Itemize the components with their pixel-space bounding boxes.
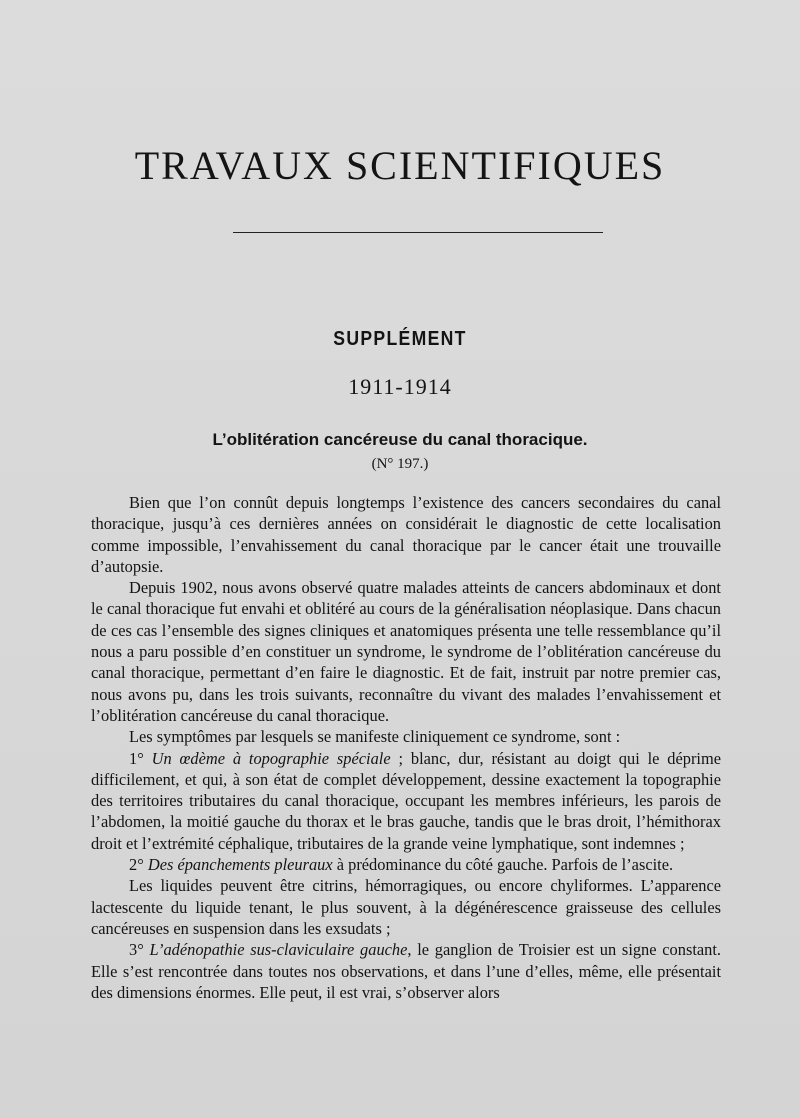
body-text (91, 492, 721, 1003)
supplement-heading: SUPPLÉMENT (333, 328, 467, 350)
section-heading: L’oblitération cancéreuse du canal thoracique. (212, 430, 588, 449)
item-title: L’adénopathie sus-claviculaire gauche (149, 940, 408, 960)
paragraph-2: Depuis 1902, nous avons observé quatre malades atteints de cancers abdominaux et dont le canal thoracique fut envahi et oblitéré au cours de la généralisation néoplasique. Dans chacun de ces cas l’ensemble des signes cliniques et anatomiques présenta une telle ressemblance qu’il nous a paru possible d’en constituer un syndrome, le syndrome de l’oblitération cancéreuse du canal thoracique, permettant d’en faire le diagnostic. Et de fait, instruit par notre premier cas, nous avons pu, dans les trois suivants, reconnaître du vivant des malades l’envahissement et l’oblitération cancéreuse du canal thoracique. (91, 578, 721, 725)
item-text: ; blanc, dur, résistant au doigt qui le déprime difficilement, et qui, à son état de complet développement, dessine exactement la topographie des territoires tributaires du canal thoracique, occupant les membres inférieurs, les parois de l’abdomen, la moitié gauche du thorax et le bras gauche, tandis que le bras droit, l’hémithorax droit et l’extrémité céphalique, tributaires de la grande veine lymphatique, sont indemnes ; (91, 748, 721, 853)
paragraph-4 (91, 748, 721, 854)
paragraph-1: Bien que l’on connût depuis longtemps l’existence des cancers secondaires du canal thoracique, jusqu’à ces dernières années on considérait le diagnostic de cette localisation comme impossible, l’envahissement du canal thoracique par le cancer était une trouvaille d’autopsie. (91, 493, 721, 576)
item-number: 2° (129, 855, 144, 875)
section-number: (N° 197.) (371, 456, 429, 472)
item-text: à prédominance du côté gauche. Parfois de l’ascite. (332, 855, 674, 875)
item-number: 3° (129, 940, 144, 960)
item-title: Des épanchements pleuraux (147, 855, 333, 875)
years-range: 1911-1914 (348, 374, 452, 399)
paragraph-3: Les symptômes par lesquels se manifeste cliniquement ce syndrome, sont : (129, 727, 621, 747)
item-title: Un œdème à topographie spéciale (151, 748, 391, 768)
paragraph-7 (91, 939, 721, 1003)
title-rule (233, 232, 603, 233)
item-number: 1° (129, 748, 144, 768)
paragraph-5 (91, 854, 721, 875)
page-title: TRAVAUX SCIENTIFIQUES (134, 143, 666, 188)
paragraph-6: Les liquides peuvent être citrins, hémorragiques, ou encore chyliformes. L’apparence lactescente du liquide tenant, le plus souvent, à la dégénérescence graisseuse des cellules cancéreuses en suspension dans les exsudats ; (91, 876, 721, 938)
item-text: , le ganglion de Troisier est un signe constant. Elle s’est rencontrée dans toutes nos observations, et dans l’une d’elles, même, elle présentait des dimensions énormes. Elle peut, il est vrai, s’observer alors (91, 940, 721, 1002)
